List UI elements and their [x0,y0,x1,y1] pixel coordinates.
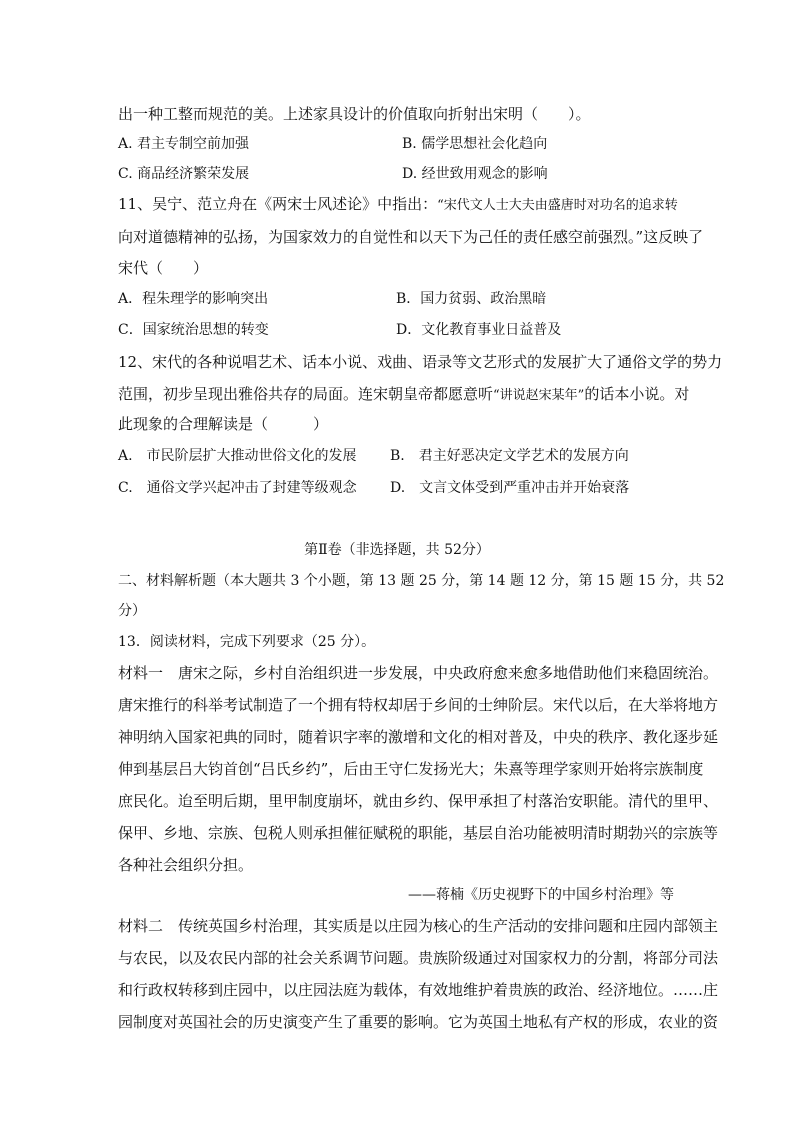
q12-option-a: A. 市民阶层扩大推动世俗文化的发展 [118,448,357,464]
q12-stem-line-2 [118,384,690,406]
material-2-line: 和行政权转移到庄园中，以庄园法庭为载体，有效地维护着贵族的政治、经济地位。……庄 [118,981,719,999]
material-1-line: 伸到基层吕大钧首创“吕氏乡约”，后由王守仁发扬光大；朱熹等理学家则开始将宗族制度 [118,760,704,778]
section-heading-line-1: 二、材料解析题（本大题共 3 个小题，第 13 题 25 分，第 14 题 12 分，第 15 题 15 分，共 52 [118,573,725,589]
q10-option-a: A. 君主专制空前加强 [118,136,250,152]
material-1-line: 神明纳入国家祀典的同时，随着识字率的激增和文化的相对普及，中央的秩序、教化逐步延 [118,728,719,746]
q11-stem-line-2: 向对道德精神的弘扬，为国家效力的自觉性和以天下为己任的责任感空前强烈。”这反映了 [118,228,704,246]
q11-option-b: B．国力贫弱、政治黑暗 [396,291,547,307]
q12-quoted-title: “讲说赵宋某年” [493,388,585,403]
q11-option-c: C．国家统治思想的转变 [118,322,269,338]
material-1-line: 唐宋推行的科举考试制造了一个拥有特权却居于乡间的士绅阶层。宋代以后，在大举将地方 [118,696,719,714]
q10-option-d: D. 经世致用观念的影响 [402,166,548,182]
q11-stem-line-1 [118,194,678,216]
material-1-line: 材料一 唐宋之际，乡村自治组织进一步发展，中央政府愈来愈多地借助他们来稳固统治。 [118,664,719,682]
material-1-source: ——蒋楠《历史视野下的中国乡村治理》等 [408,887,674,903]
section-heading-line-2: 分） [118,603,146,619]
q11-option-d: D．文化教育事业日益普及 [396,322,562,338]
q12-stem-line-3: 此现象的合理解读是（ ） [118,415,329,433]
q12-stem-part-3: 的话本小说。对 [584,385,690,403]
q12-stem-part-1: 范围，初步呈现出雅俗共存的局面。连宋朝皇帝都愿意听 [118,385,494,403]
q10-option-b: B. 儒学思想社会化趋向 [402,136,548,152]
q12-option-b: B. 君主好恶决定文学艺术的发展方向 [390,448,629,464]
q10-option-c: C. 商品经济繁荣发展 [118,166,250,182]
q11-quote-start: “宋代文人士大夫由盛唐时对功名的追求转 [437,198,678,213]
section-title: 第Ⅱ卷（非选择题，共 52分） [304,542,490,558]
q12-option-d: D. 文言文体受到严重冲击并开始衰落 [390,480,630,496]
material-2-line: 材料二 传统英国乡村治理，其实质是以庄园为核心的生产活动的安排问题和庄园内部领主 [118,917,719,935]
material-2-line: 与农民，以及农民内部的社会关系调节问题。贵族阶级通过对国家权力的分割，将部分司法 [118,949,719,967]
material-1-line: 保甲、乡地、宗族、包税人则承担催征赋税的职能，基层自治功能被明清时期勃兴的宗族等 [118,824,719,842]
q10-stem-line: 出一种工整而规范的美。上述家具设计的价值取向折射出宋明（ ）。 [118,105,591,123]
material-2-line: 园制度对英国社会的历史演变产生了重要的影响。它为英国土地私有产权的形成，农业的资 [118,1013,719,1031]
material-1-line: 各种社会组织分担。 [118,856,254,874]
q12-stem-line-1: 12、宋代的各种说唱艺术、话本小说、戏曲、语录等文艺形式的发展扩大了通俗文学的势力 [118,353,723,371]
q13-title: 13．阅读材料，完成下列要求（25 分）。 [118,634,376,650]
q11-option-a: A．程朱理学的影响突出 [118,291,269,307]
material-1-line: 庶民化。迨至明后期，里甲制度崩坏，就由乡约、保甲承担了村落治安职能。清代的里甲、 [118,792,719,810]
q11-stem-line-3: 宋代（ ） [118,259,209,277]
q12-option-c: C. 通俗文学兴起冲击了封建等级观念 [118,480,357,496]
q11-stem-prefix: 11、吴宁、范立舟在《两宋士风述论》中指出： [118,195,438,213]
